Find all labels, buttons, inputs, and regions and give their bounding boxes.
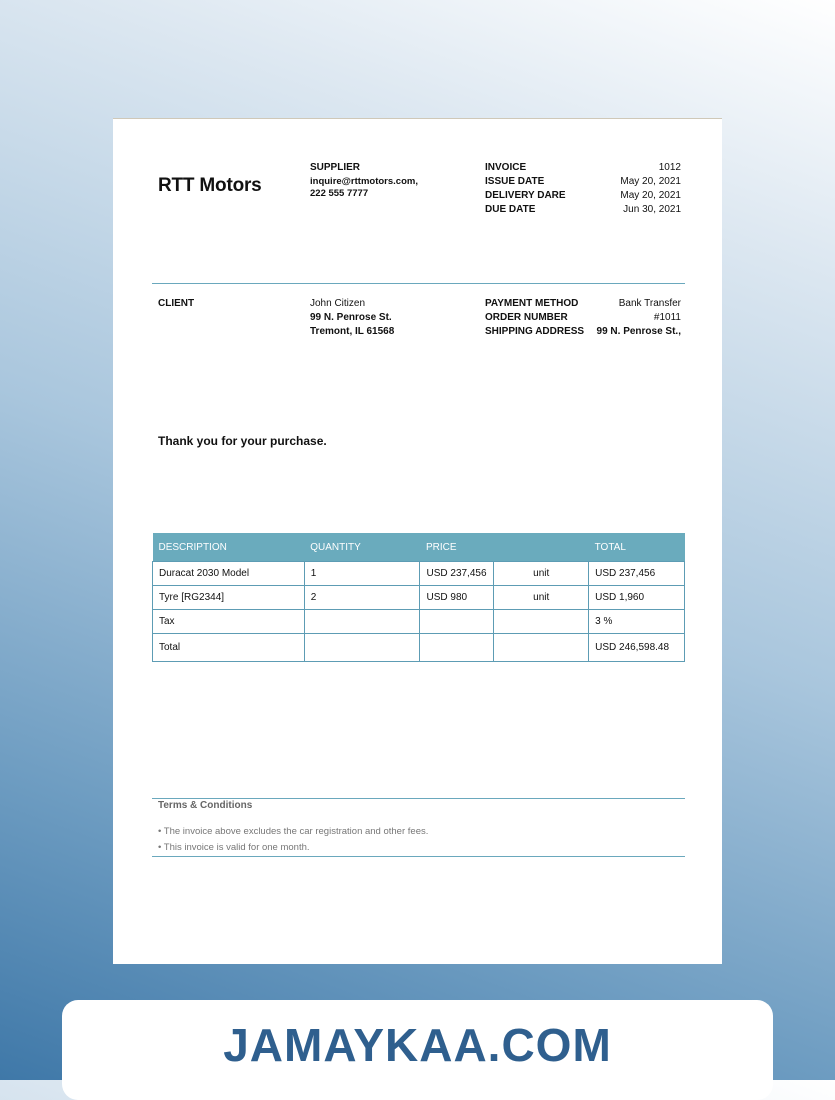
- cell-quantity: 1: [304, 562, 420, 586]
- watermark-text: JAMAYKAA.COM: [223, 1019, 612, 1071]
- supplier-phone: 222 555 7777: [310, 188, 369, 199]
- table-row: [153, 610, 685, 634]
- delivery-date-value: May 20, 2021: [620, 190, 681, 201]
- due-date-value: Jun 30, 2021: [623, 204, 681, 215]
- table-header: [153, 533, 685, 562]
- payment-method-row: [485, 297, 681, 311]
- client-label: CLIENT: [158, 298, 195, 309]
- cell-description: Total: [153, 634, 305, 662]
- cell-total: USD 237,456: [589, 562, 685, 586]
- header-quantity: QUANTITY: [304, 533, 420, 562]
- issue-date-label: ISSUE DATE: [485, 176, 545, 187]
- client-name: John Citizen: [310, 298, 366, 309]
- issue-date-value: May 20, 2021: [620, 176, 681, 187]
- invoice-value: 1012: [658, 162, 681, 173]
- table-row: [153, 586, 685, 610]
- watermark-banner: [62, 1000, 773, 1100]
- cell-total: USD 1,960: [589, 586, 685, 610]
- cell-description: Tyre [RG2344]: [153, 586, 305, 610]
- cell-unit: unit: [494, 562, 589, 586]
- header-unit: [494, 533, 589, 562]
- payment-method-label: PAYMENT METHOD: [485, 298, 579, 309]
- cell-unit: [494, 634, 589, 662]
- cell-description: Tax: [153, 610, 305, 634]
- cell-quantity: [304, 610, 420, 634]
- cell-price: [420, 634, 494, 662]
- divider: [152, 283, 685, 284]
- delivery-date-label: DELIVERY DARE: [485, 190, 566, 201]
- shipping-address-row: [485, 325, 681, 339]
- issue-date-row: [485, 175, 681, 189]
- header-total: TOTAL: [589, 533, 685, 562]
- terms-title: Terms & Conditions: [158, 800, 253, 811]
- terms-item: • This invoice is valid for one month.: [158, 842, 310, 853]
- line-items-table: [152, 533, 685, 662]
- table-row: [153, 634, 685, 662]
- order-number-value: #1011: [653, 312, 681, 323]
- cell-description: Duracat 2030 Model: [153, 562, 305, 586]
- company-logo: RTT Motors: [158, 175, 262, 196]
- invoice-info: [485, 161, 681, 217]
- cell-price: USD 980: [420, 586, 494, 610]
- due-date-row: [485, 203, 681, 217]
- shipping-address-value: 99 N. Penrose St.,: [596, 326, 681, 337]
- table-row: [153, 562, 685, 586]
- due-date-label: DUE DATE: [485, 204, 536, 215]
- order-number-row: [485, 311, 681, 325]
- cell-total: USD 246,598.48: [589, 634, 685, 662]
- payment-method-value: Bank Transfer: [618, 298, 681, 309]
- supplier-label: SUPPLIER: [310, 162, 361, 173]
- invoice-number-row: [485, 161, 681, 175]
- divider: [152, 798, 685, 799]
- cell-price: [420, 610, 494, 634]
- invoice-label: INVOICE: [485, 162, 527, 173]
- divider: [152, 856, 685, 857]
- order-number-label: ORDER NUMBER: [485, 312, 568, 323]
- cell-unit: unit: [494, 586, 589, 610]
- cell-total: 3 %: [589, 610, 685, 634]
- thank-you-note: Thank you for your purchase.: [158, 434, 327, 448]
- cell-price: USD 237,456: [420, 562, 494, 586]
- invoice-page: [113, 118, 722, 964]
- client-street: 99 N. Penrose St.: [310, 312, 392, 323]
- cell-quantity: 2: [304, 586, 420, 610]
- cell-unit: [494, 610, 589, 634]
- shipping-address-label: SHIPPING ADDRESS: [485, 326, 585, 337]
- header-price: PRICE: [420, 533, 494, 562]
- header-description: DESCRIPTION: [153, 533, 305, 562]
- supplier-email: inquire@rttmotors.com,: [310, 176, 418, 187]
- payment-info: [485, 297, 681, 339]
- terms-item: • The invoice above excludes the car registration and other fees.: [158, 826, 429, 837]
- client-city: Tremont, IL 61568: [310, 326, 395, 337]
- cell-quantity: [304, 634, 420, 662]
- delivery-date-row: [485, 189, 681, 203]
